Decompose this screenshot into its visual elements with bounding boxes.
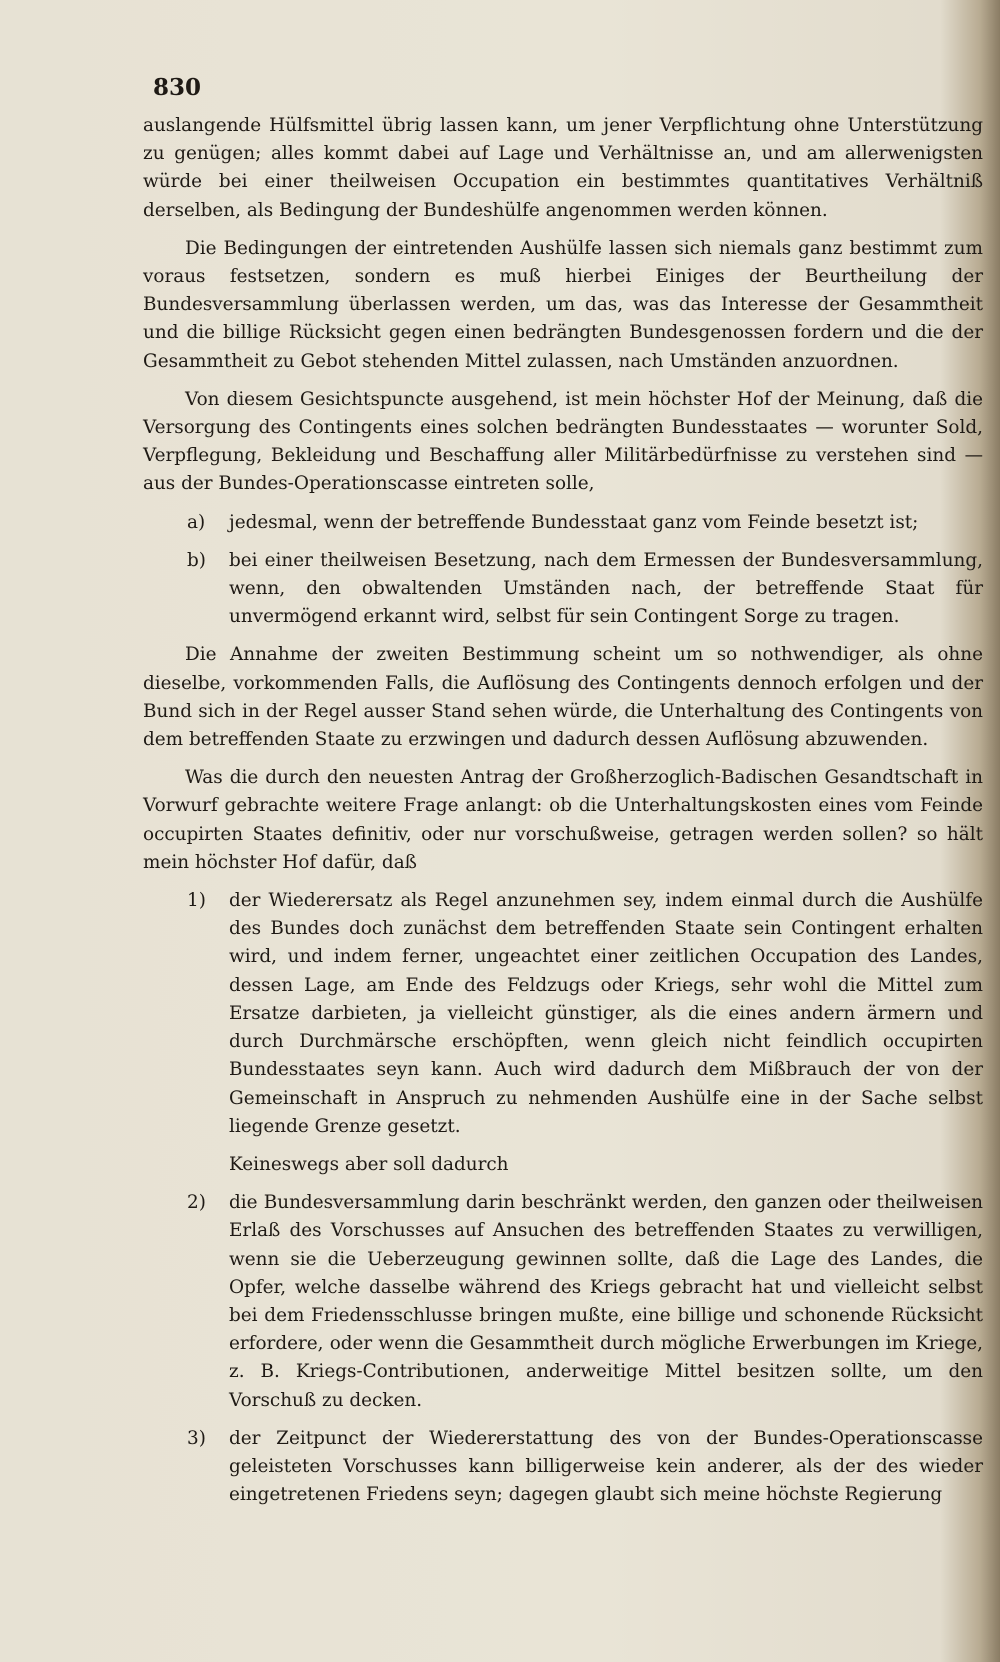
list-label-1: 1) [187, 890, 206, 912]
list-item-b [143, 547, 983, 632]
page-body [143, 112, 983, 1519]
list-text-a: jedesmal, wenn der betreffende Bundesstaat ganz vom Feinde besetzt ist; [229, 511, 919, 533]
list-item-3 [143, 1425, 983, 1510]
list-text-2: die Bundesversammlung darin beschränkt werden, den ganzen oder theilweisen Erlaß des Vorschusses auf Ansuchen des betreffenden Staates zu verwilligen, wenn sie die Ueberzeugung gewinnen sollte, daß die Lage des Landes, die Opfer, welche dasselbe während des Kriegs gebracht hat und vielleicht selbst bei dem Friedensschlusse bringen mußte, eine billige und schonende Rücksicht erfordere, oder wenn die Gesammtheit durch mögliche Erwerbungen im Kriege, z. B. Kriegs-Contributionen, anderweitige Mittel besitzen sollte, um den Vorschuß zu decken. [229, 1192, 983, 1411]
paragraph-5: Was die durch den neuesten Antrag der Großherzoglich-Badischen Gesandtschaft in Vorwurf gebrachte weitere Frage anlangt: ob die Unterhaltungskosten eines vom Feinde occupirten Staates definitiv, oder nur vorschußweise, getragen werden sollen? so hält mein höchster Hof dafür, daß [143, 767, 983, 873]
list-text-3: der Zeitpunct der Wiedererstattung des von der Bundes-Operationscasse geleisteten Vorschusses kann billigerweise kein anderer, als der des wieder eingetretenen Friedens seyn; dagegen glaubt sich meine höchste Regierung [229, 1427, 983, 1506]
list-label-b: b) [187, 549, 206, 571]
page-number: 830 [153, 74, 202, 101]
list-continuation: Keineswegs aber soll dadurch [229, 1153, 509, 1175]
list-item-2 [143, 1189, 983, 1415]
list-item-a [143, 509, 983, 537]
list-label-a: a) [187, 511, 206, 533]
list-label-3: 3) [187, 1427, 206, 1449]
list-label-2: 2) [187, 1192, 206, 1214]
paragraph-2: Die Bedingungen der eintretenden Aushülfe lassen sich niemals ganz bestimmt zum voraus festsetzen, sondern es muß hierbei Einiges der Beurtheilung der Bundesversammlung überlassen werden, um das, was das Interesse der Gesammtheit und die billige Rücksicht gegen einen bedrängten Bundesgenossen fordern und die der Gesammtheit zu Gebot stehenden Mittel zulassen, nach Umständen anzuordnen. [143, 237, 983, 372]
list-text-b: bei einer theilweisen Besetzung, nach dem Ermessen der Bundesversammlung, wenn, den obwaltenden Umständen nach, der betreffende Staat für unvermögend erkannt wird, selbst für sein Contingent Sorge zu tragen. [229, 549, 983, 628]
paragraph-1: auslangende Hülfsmittel übrig lassen kann, um jener Verpflichtung ohne Unterstützung zu genügen; alles kommt dabei auf Lage und Verhältnisse an, und am allerwenigsten würde bei einer theilweisen Occupation ein bestimmtes quantitatives Verhältniß derselben, als Bedingung der Bundeshülfe angenommen werden können. [143, 115, 983, 221]
paragraph-4: Die Annahme der zweiten Bestimmung scheint um so nothwendiger, als ohne dieselbe, vorkommenden Falls, die Auflösung des Contingents dennoch erfolgen und der Bund sich in der Regel ausser Stand sehen würde, die Unterhaltung des Contingents von dem betreffenden Staate zu erzwingen und dadurch dessen Auflösung abzuwenden. [143, 644, 983, 751]
list-text-1: der Wiederersatz als Regel anzunehmen sey, indem einmal durch die Aushülfe des Bundes doch zunächst dem betreffenden Staate sein Contingent erhalten wird, und indem ferner, ungeachtet einer zeitlichen Occupation des Landes, dessen Lage, am Ende des Feldzugs oder Kriegs, sehr wohl die Mittel zum Ersatze darbieten, ja vielleicht günstiger, als die eines andern ärmern und durch Durchmärsche erschöpften, wenn gleich nicht feindlich occupirten Bundesstaates seyn kann. Auch wird dadurch dem Mißbrauch der von der Gemeinschaft in Anspruch zu nehmenden Aushülfe eine in der Sache selbst liegende Grenze gesetzt. [229, 890, 983, 1137]
paragraph-3: Von diesem Gesichtspuncte ausgehend, ist mein höchster Hof der Meinung, daß die Versorgung des Contingents eines solchen bedrängten Bundesstaates — worunter Sold, Verpflegung, Bekleidung und Beschaffung aller Militärbedürfnisse zu verstehen sind — aus der Bundes-Operationscasse eintreten solle, [143, 388, 983, 495]
list-item-1 [143, 887, 983, 1141]
